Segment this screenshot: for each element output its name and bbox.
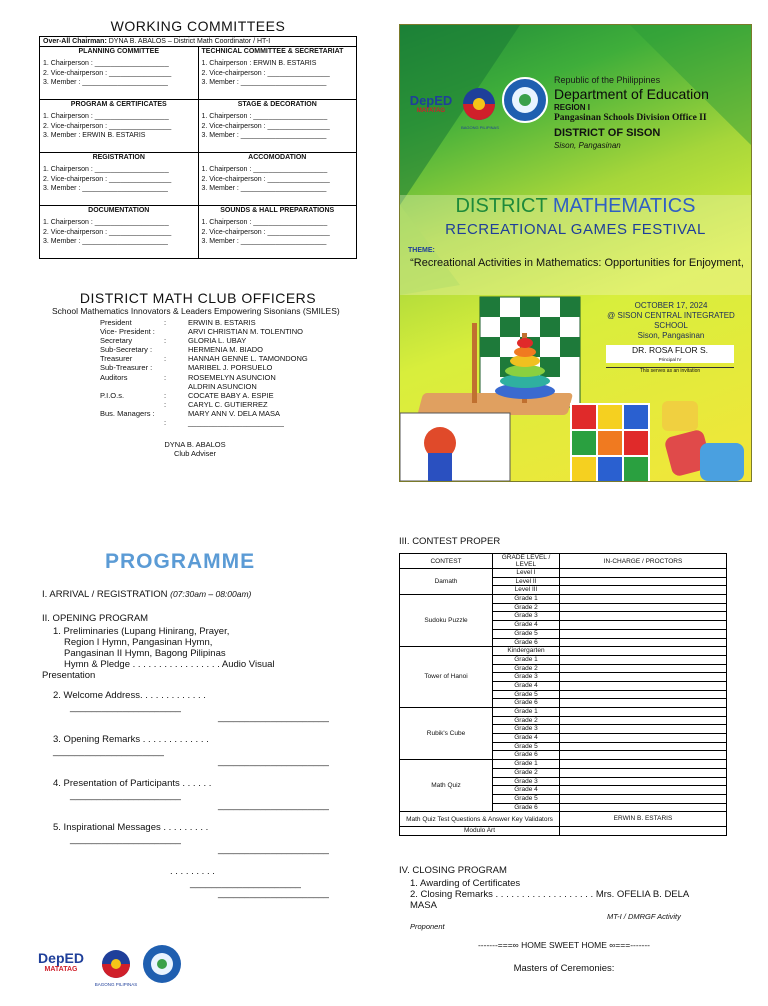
blank-line: _____________________ bbox=[218, 844, 329, 855]
committee-cell bbox=[40, 206, 199, 259]
overall-value: DYNA B. ABALOS – District Math Coordinator / HT-I bbox=[108, 38, 271, 45]
officer-name: _______________________ bbox=[188, 418, 284, 428]
poster-district: DISTRICT OF SISON bbox=[554, 127, 661, 139]
modulo-row bbox=[400, 827, 727, 836]
officer-row: Auditors : ROSEMELYN ASUNCION bbox=[100, 372, 276, 382]
grade-level: Grade 4 bbox=[493, 786, 560, 795]
adviser-name: DYNA B. ABALOS bbox=[164, 440, 226, 449]
preliminaries bbox=[42, 626, 275, 681]
working-committees-title: WORKING COMMITTEES bbox=[110, 18, 286, 34]
proctor-cell bbox=[560, 708, 727, 717]
officer-name: ERWIN B. ESTARIS bbox=[188, 318, 256, 327]
proctor-cell bbox=[560, 612, 727, 621]
grade-level: Grade 5 bbox=[493, 742, 560, 751]
proctor-cell bbox=[560, 725, 727, 734]
grade-level: Grade 5 bbox=[493, 794, 560, 803]
closing-program-heading: IV. CLOSING PROGRAM bbox=[399, 865, 507, 876]
prelim-line: 1. Preliminaries (Lupang Hinirang, Prayer, bbox=[53, 626, 230, 637]
poster-division: Pangasinan Schools Division Office II bbox=[554, 113, 707, 123]
officer-position: Sub-Secretary : bbox=[100, 345, 153, 355]
principal-box bbox=[606, 345, 734, 363]
grade-level: Grade 3 bbox=[493, 725, 560, 734]
proctor-cell bbox=[560, 742, 727, 751]
committee-cell bbox=[198, 47, 357, 100]
event-date: OCTOBER 17, 2024 bbox=[634, 301, 708, 310]
officer-name: CARYL C. GUTIERREZ bbox=[188, 399, 268, 409]
officer-row: : CARYL C. GUTIERREZ bbox=[100, 400, 308, 409]
proctor-cell bbox=[560, 690, 727, 699]
deped-logo-text: DepED bbox=[409, 93, 453, 108]
division-seal-bottom bbox=[142, 944, 182, 984]
officer-name: ARVI CHRISTIAN M. TOLENTINO bbox=[188, 327, 304, 337]
proctor-cell bbox=[560, 777, 727, 786]
masters-of-ceremonies: Masters of Ceremonies: bbox=[513, 963, 615, 974]
grade-level: Grade 6 bbox=[493, 699, 560, 708]
committee-line: 3. Member : ______________________ bbox=[201, 79, 327, 86]
committee-line: 3. Member : ______________________ bbox=[43, 185, 168, 192]
grade-level: Grade 1 bbox=[493, 655, 560, 664]
deped-logo bbox=[408, 93, 454, 114]
officer-position: Auditors bbox=[100, 372, 128, 382]
contest-proper-heading: III. CONTEST PROPER bbox=[399, 536, 501, 547]
bagong-pilipinas-text: BAGONG PILIPINAS bbox=[461, 125, 499, 130]
officer-name: HANNAH GENNE L. TAMONDONG bbox=[188, 354, 308, 364]
opening-program-heading: II. OPENING PROGRAM bbox=[42, 613, 149, 624]
grade-level: Grade 2 bbox=[493, 603, 560, 612]
contest-row bbox=[400, 569, 727, 578]
committee-cell bbox=[198, 153, 357, 206]
blank-line: _____________________ bbox=[218, 756, 329, 767]
committee-line: 2. Vice-chairperson : ________________ bbox=[43, 69, 172, 77]
committee-title: REGISTRATION bbox=[92, 154, 145, 161]
grade-level: Grade 6 bbox=[493, 638, 560, 647]
adviser-title: Club Adviser bbox=[173, 449, 217, 458]
blank-line: _____________________ bbox=[70, 834, 181, 845]
committee-line: 2. Vice-chairperson : ________________ bbox=[201, 175, 330, 183]
proctor-cell bbox=[560, 751, 727, 760]
officer-row bbox=[100, 363, 308, 372]
club-officers-title: DISTRICT MATH CLUB OFFICERS bbox=[79, 290, 317, 306]
committee-line: 3. Member : ______________________ bbox=[43, 79, 168, 86]
proctor-cell bbox=[560, 603, 727, 612]
officer-name: GLORIA L. UBAY bbox=[188, 336, 247, 346]
proctor-cell bbox=[560, 734, 727, 743]
proctor-cell bbox=[560, 768, 727, 777]
committee-title: STAGE & DECORATION bbox=[237, 101, 317, 108]
committee-title: SOUNDS & HALL PREPARATIONS bbox=[220, 207, 335, 214]
club-subtitle: School Mathematics Innovators & Leaders Empowering Sisonians (SMILES) bbox=[52, 306, 340, 316]
proctor-cell bbox=[560, 664, 727, 673]
grade-level: Grade 1 bbox=[493, 595, 560, 604]
proctor-cell bbox=[560, 655, 727, 664]
opening-remarks: 3. Opening Remarks . . . . . . . . . . . . . bbox=[53, 734, 209, 745]
closing-item: MASA bbox=[410, 900, 437, 911]
programme-title: PROGRAMME bbox=[105, 550, 256, 573]
grade-level: Grade 1 bbox=[493, 760, 560, 769]
blank-line: _____________________ bbox=[218, 888, 329, 899]
committee-line: 1. Chairperson : ___________________ bbox=[43, 113, 169, 120]
committee-title: DOCUMENTATION bbox=[88, 207, 150, 214]
grade-level: Grade 6 bbox=[493, 751, 560, 760]
prelim-line: Presentation bbox=[42, 670, 96, 681]
committee-line: 2. Vice-chairperson : ________________ bbox=[43, 228, 172, 236]
proctor-cell bbox=[560, 827, 727, 836]
officer-position: Vice- President : bbox=[100, 327, 155, 337]
contest-table bbox=[399, 553, 727, 836]
officer-name: ALDRIN ASUNCION bbox=[188, 381, 257, 391]
grade-level: Grade 2 bbox=[493, 664, 560, 673]
committee-cell bbox=[40, 153, 199, 206]
committee-line: 1. Chairperson : ERWIN B. ESTARIS bbox=[201, 60, 317, 67]
proctor-cell bbox=[560, 595, 727, 604]
proctor-cell bbox=[560, 638, 727, 647]
officer-name: MARIBEL J. PORSUELO bbox=[188, 363, 273, 373]
officer-position: P.I.O.s. bbox=[100, 390, 125, 400]
committee-line: 1. Chairperson : ___________________ bbox=[43, 166, 169, 173]
proctor-cell bbox=[560, 699, 727, 708]
modulo-label: Modulo Art bbox=[400, 827, 560, 836]
festival-title-line1 bbox=[400, 195, 751, 218]
officer-name: MARY ANN V. DELA MASA bbox=[188, 408, 280, 418]
event-venue: @ SISON CENTRAL INTEGRATED SCHOOL bbox=[607, 311, 735, 330]
committee-cell bbox=[40, 100, 199, 153]
blank-line: _____________________ bbox=[218, 712, 329, 723]
officer-name: HERMENIA M. BIADO bbox=[188, 345, 264, 355]
contest-row bbox=[400, 708, 727, 717]
grade-level: Level III bbox=[493, 586, 560, 595]
officer-row bbox=[100, 345, 308, 354]
grade-level: Grade 6 bbox=[493, 803, 560, 812]
prelim-line: Hymn & Pledge . . . . . . . . . . . . . . . . . Audio Visual bbox=[64, 659, 275, 670]
welcome-address: 2. Welcome Address. . . . . . . . . . . . . bbox=[53, 690, 206, 701]
poster-region: REGION I bbox=[554, 103, 591, 112]
committee-line: 2. Vice-chairperson : ________________ bbox=[201, 122, 330, 130]
grade-level: Grade 5 bbox=[493, 629, 560, 638]
committee-line: 2. Vice-chairperson : ________________ bbox=[201, 228, 330, 236]
proctor-cell bbox=[560, 629, 727, 638]
grade-level: Grade 1 bbox=[493, 708, 560, 717]
officer-row: Secretary : GLORIA L. UBAY bbox=[100, 336, 247, 346]
committee-line: 1. Chairperson : ___________________ bbox=[43, 60, 169, 67]
col-contest: CONTEST bbox=[400, 554, 493, 569]
arrival-time: (07:30am – 08:00am) bbox=[170, 589, 252, 599]
deped-logo-text: DepED bbox=[38, 950, 84, 966]
proctor-cell bbox=[560, 647, 727, 656]
closing-item: 2. Closing Remarks . . . . . . . . . . . . . . . . . . . Mrs. OFELIA B. DELA bbox=[410, 889, 690, 900]
committee-line: 3. Member : ______________________ bbox=[43, 238, 168, 245]
poster-event-details bbox=[596, 301, 746, 341]
contest-name: Rubik's Cube bbox=[400, 708, 493, 760]
working-committees-table bbox=[39, 36, 357, 259]
committee-line: 1. Chairperson : ___________________ bbox=[201, 166, 328, 173]
col-grade-level: GRADE LEVEL / LEVEL bbox=[493, 554, 560, 569]
proctor-cell bbox=[560, 577, 727, 586]
validators-name: ERWIN B. ESTARIS bbox=[560, 812, 727, 827]
proctor-cell bbox=[560, 621, 727, 630]
bagong-pilipinas-logo-bottom bbox=[95, 948, 137, 982]
principal-title: Principal IV bbox=[658, 357, 682, 362]
closing-item: 1. Awarding of Certificates bbox=[410, 878, 521, 889]
officer-position: Bus. Managers : bbox=[100, 408, 155, 418]
overall-chairman-row bbox=[40, 37, 357, 47]
committee-line: 1. Chairperson : ___________________ bbox=[43, 219, 169, 226]
bagong-pilipinas-text: BAGONG PILIPINAS bbox=[94, 982, 138, 987]
contest-name: Tower of Hanoi bbox=[400, 647, 493, 708]
title-mathematics: MATHEMATICS bbox=[547, 195, 696, 217]
arrival-line bbox=[42, 589, 251, 600]
proctor-cell bbox=[560, 786, 727, 795]
matatag-text: MATATAG bbox=[416, 108, 446, 114]
committee-line: 3. Member : ______________________ bbox=[201, 238, 327, 245]
grade-level: Grade 3 bbox=[493, 673, 560, 682]
grade-level: Kindergarten bbox=[493, 647, 560, 656]
grade-level: Grade 2 bbox=[493, 716, 560, 725]
committee-title: ACCOMODATION bbox=[248, 154, 307, 161]
grade-level: Grade 4 bbox=[493, 621, 560, 630]
invitation-note: This serves as an invitation bbox=[606, 367, 734, 374]
committee-line: 1. Chairperson : ___________________ bbox=[201, 113, 328, 120]
overall-label: Over-All Chairman: bbox=[43, 38, 107, 45]
proctor-cell bbox=[560, 716, 727, 725]
officer-position bbox=[100, 400, 164, 409]
officer-position: Secretary bbox=[100, 336, 133, 346]
principal-name: DR. ROSA FLOR S. bbox=[631, 345, 709, 355]
poster-department: Department of Education bbox=[554, 86, 709, 102]
validators-row bbox=[400, 812, 727, 827]
blank-line: _____________________ bbox=[218, 800, 329, 811]
contest-name: Damath bbox=[400, 569, 493, 595]
home-sweet-home: -------===∞ HOME SWEET HOME ∞===------- bbox=[477, 940, 651, 950]
grade-level: Grade 4 bbox=[493, 734, 560, 743]
proctor-cell bbox=[560, 760, 727, 769]
contest-row bbox=[400, 760, 727, 769]
officer-row bbox=[100, 409, 308, 418]
officer-position: Treasurer bbox=[100, 354, 133, 364]
blank-line: _____________________ bbox=[70, 702, 181, 713]
officer-row: P.I.O.s. : COCATE BABY A. ESPIE bbox=[100, 390, 274, 400]
festival-title-line2: RECREATIONAL GAMES FESTIVAL bbox=[445, 221, 706, 238]
committee-title: TECHNICAL COMMITTEE & SECRETARIAT bbox=[201, 48, 344, 55]
officer-row bbox=[100, 382, 308, 391]
blank-line: _____________________ bbox=[70, 790, 181, 801]
proponent-title: MT-I / DMRGF Activity bbox=[607, 912, 681, 921]
proctor-cell bbox=[560, 681, 727, 690]
committee-cell bbox=[198, 100, 357, 153]
officer-position: Sub-Treasurer : bbox=[100, 363, 153, 373]
event-venue-place: Sison, Pangasinan bbox=[637, 331, 705, 340]
officer-position bbox=[100, 418, 164, 427]
committee-cell bbox=[198, 206, 357, 259]
poster-place: Sison, Pangasinan bbox=[554, 141, 621, 150]
officer-name: ROSEMELYN ASUNCION bbox=[188, 372, 276, 382]
grade-level: Grade 3 bbox=[493, 612, 560, 621]
committee-line: 2. Vice-chairperson : ________________ bbox=[43, 175, 172, 183]
grade-level: Grade 5 bbox=[493, 690, 560, 699]
validators-label: Math Quiz Test Questions & Answer Key Validators bbox=[400, 812, 560, 827]
officers-list bbox=[100, 318, 308, 427]
presentation-of-participants: 4. Presentation of Participants . . . . . . bbox=[53, 778, 212, 789]
blank-line: _____________________ bbox=[53, 746, 164, 757]
contest-row bbox=[400, 595, 727, 604]
officer-row bbox=[100, 327, 308, 336]
committee-line: 2. Vice-chairperson : ________________ bbox=[43, 122, 172, 130]
theme-label: THEME: bbox=[408, 247, 435, 254]
committee-line: 1. Chairperson : ___________________ bbox=[201, 219, 328, 226]
proctor-cell bbox=[560, 803, 727, 812]
officer-position: President bbox=[100, 318, 132, 327]
committee-line: 3. Member : ERWIN B. ESTARIS bbox=[43, 132, 146, 139]
grade-level: Grade 2 bbox=[493, 768, 560, 777]
division-seal bbox=[502, 77, 548, 123]
arrival-text: I. ARRIVAL / REGISTRATION bbox=[42, 589, 168, 600]
proctor-cell bbox=[560, 673, 727, 682]
col-in-charge: IN-CHARGE / PROCTORS bbox=[560, 554, 727, 569]
officer-row: President : ERWIN B. ESTARIS bbox=[100, 318, 256, 327]
committee-line: 3. Member : ______________________ bbox=[201, 185, 327, 192]
officer-name: COCATE BABY A. ESPIE bbox=[188, 390, 274, 400]
matatag-text: MATATAG bbox=[44, 966, 78, 973]
committee-cell bbox=[40, 47, 199, 100]
bagong-pilipinas-logo bbox=[458, 85, 500, 127]
invitation-poster bbox=[399, 24, 752, 482]
prelim-line: Region I Hymn, Pangasinan Hymn, bbox=[64, 637, 213, 648]
grade-level: Grade 3 bbox=[493, 777, 560, 786]
blank-line: _____________________ bbox=[190, 878, 301, 889]
grade-level: Grade 4 bbox=[493, 681, 560, 690]
prelim-line: Pangasinan II Hymn, Bagong Pilipinas bbox=[64, 648, 226, 659]
contest-row bbox=[400, 647, 727, 656]
proctor-cell bbox=[560, 586, 727, 595]
committee-line: 3. Member : ______________________ bbox=[201, 132, 327, 139]
contest-name: Sudoku Puzzle bbox=[400, 595, 493, 647]
contest-name: Math Quiz bbox=[400, 760, 493, 812]
contest-header-row bbox=[400, 554, 727, 569]
inspirational-messages: 5. Inspirational Messages . . . . . . . . . bbox=[53, 822, 209, 833]
grade-level: Level II bbox=[493, 577, 560, 586]
poster-republic: Republic of the Philippines bbox=[554, 75, 661, 85]
title-district: DISTRICT bbox=[455, 195, 548, 217]
officer-row: : _______________________ bbox=[100, 418, 308, 427]
proponent-label: Proponent bbox=[410, 922, 445, 931]
proctor-cell bbox=[560, 794, 727, 803]
officer-position bbox=[100, 382, 164, 391]
committee-line: 2. Vice-chairperson : ________________ bbox=[201, 69, 330, 77]
dots: . . . . . . . . . bbox=[170, 866, 215, 877]
committee-title: PROGRAM & CERTIFICATES bbox=[70, 101, 167, 108]
theme-text: “Recreational Activities in Mathematics: Opportunities for Enjoyment, bbox=[410, 257, 744, 269]
officer-row: Treasurer : HANNAH GENNE L. TAMONDONG bbox=[100, 354, 308, 364]
grade-level: Level I bbox=[493, 569, 560, 578]
deped-logo-bottom bbox=[35, 950, 87, 973]
club-adviser bbox=[100, 440, 290, 458]
committee-title: PLANNING COMMITTEE bbox=[78, 48, 159, 55]
proctor-cell bbox=[560, 569, 727, 578]
